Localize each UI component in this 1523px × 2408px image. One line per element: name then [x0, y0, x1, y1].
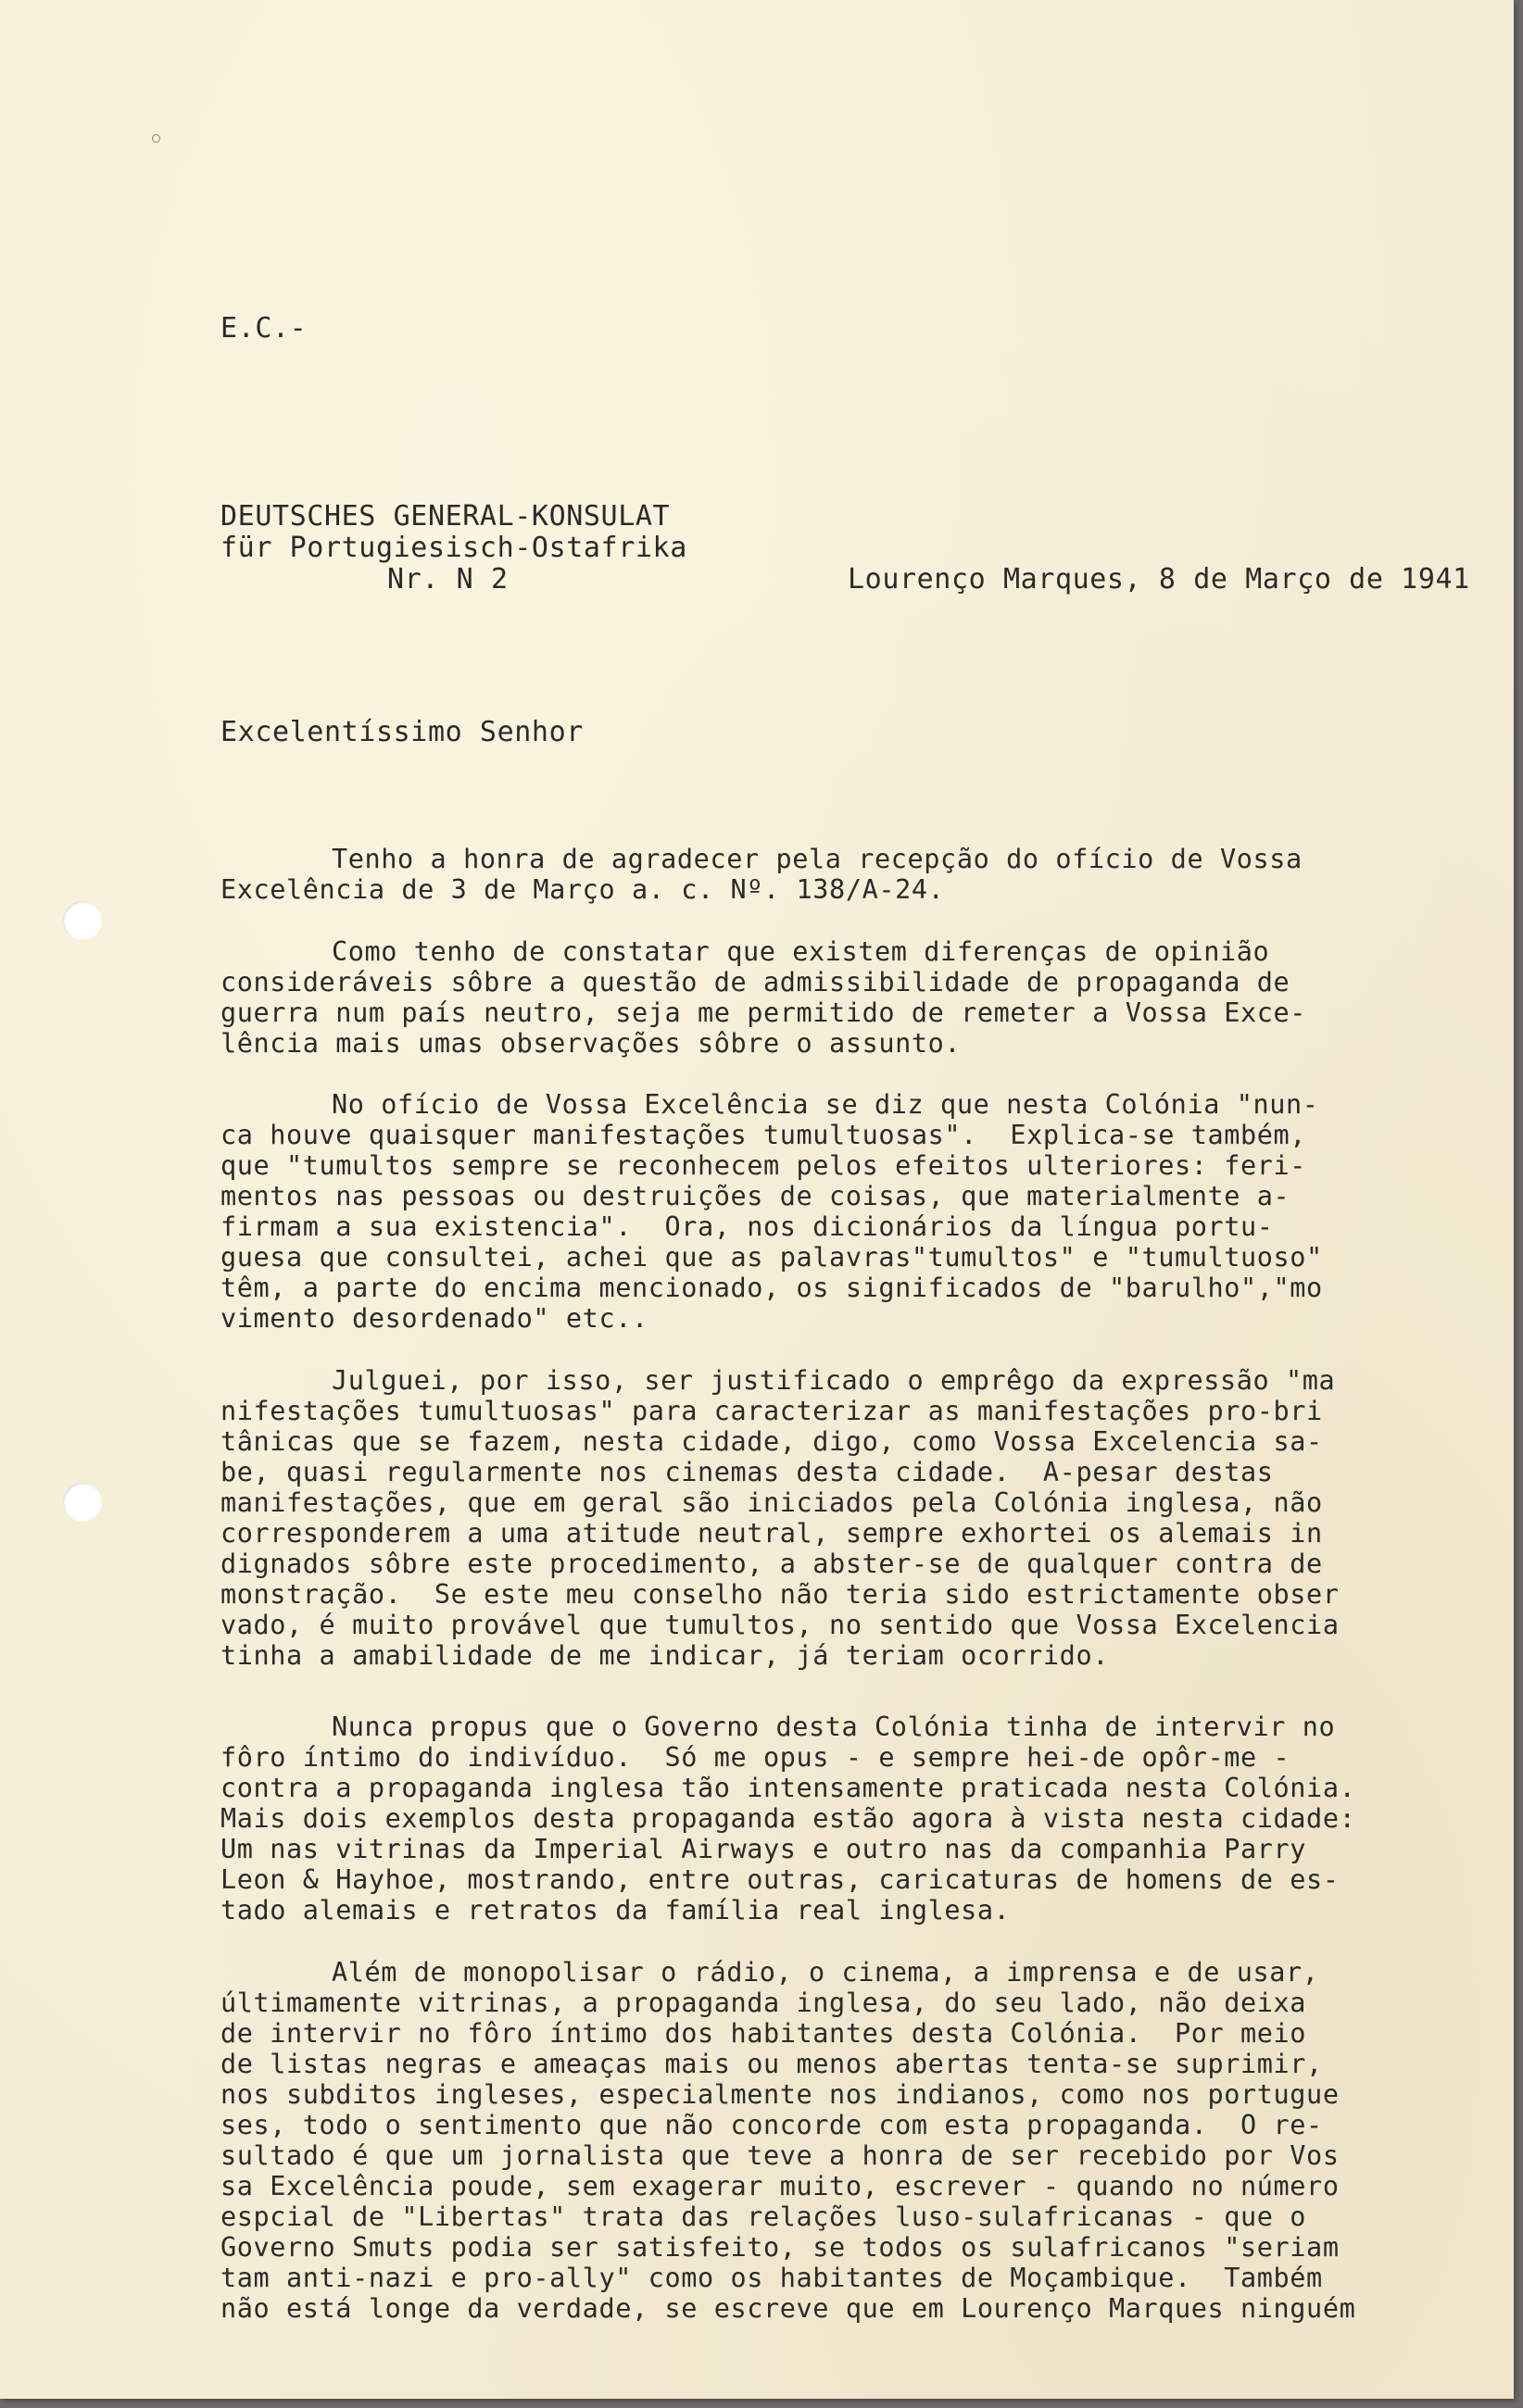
text-line: Tenho a honra de agradecer pela recepção do ofício de Vossa [332, 844, 1303, 874]
text-line: manifestações, que em geral são iniciados pela Colónia inglesa, não [220, 1487, 1323, 1518]
date-line: Lourenço Marques, 8 de Março de 1941 [848, 563, 1470, 596]
text-line: lência mais umas observações sôbre o assunto. [220, 1028, 962, 1059]
text-line: Um nas vitrinas da Imperial Airways e outro nas da companhia Parry [220, 1834, 1307, 1864]
text-line: vimento desordenado" etc.. [220, 1303, 648, 1334]
text-line: fôro íntimo do indivíduo. Só me opus - e sempre hei-de opôr-me - [220, 1742, 1290, 1773]
text-line: tinha a amabilidade de me indicar, já teriam ocorrido. [220, 1640, 1109, 1671]
text-line: tam anti-nazi e pro-ally" como os habitantes de Moçambique. Também [220, 2263, 1323, 2293]
text-line: monstração. Se este meu conselho não teria sido estrictamente obser [220, 1579, 1340, 1610]
text-line: Julguei, por isso, ser justificado o emprêgo da expressão "ma [332, 1365, 1336, 1396]
text-line: Nunca propus que o Governo desta Colónia tinha de intervir no [332, 1712, 1336, 1742]
text-line: vado, é muito provável que tumultos, no sentido que Vossa Excelencia [220, 1610, 1340, 1640]
text-line: espcial de "Libertas" trata das relações luso-sulafricanas - que o [220, 2201, 1307, 2232]
text-line: tado alemais e retratos da família real inglesa. [220, 1895, 1011, 1925]
text-line: sultado é que um jornalista que teve a honra de ser recebido por Vos [220, 2140, 1340, 2171]
text-line: Excelência de 3 de Março a. c. Nº. 138/A-24. [220, 874, 945, 905]
letter-number: Nr. N 2 [387, 563, 509, 596]
text-line: Como tenho de constatar que existem diferenças de opinião [332, 936, 1270, 967]
text-line: Governo Smuts podia ser satisfeito, se todos os sulafricanos "seriam [220, 2232, 1340, 2263]
punch-hole [63, 901, 102, 940]
salutation: Excelentíssimo Senhor [220, 716, 584, 748]
text-line: não está longe da verdade, se escreve que em Lourenço Marques ninguém [220, 2293, 1356, 2324]
text-line: dignados sôbre este procedimento, a abster-se de qualquer contra de [220, 1549, 1323, 1579]
text-line: contra a propaganda inglesa tão intensamente praticada nesta Colónia. [220, 1773, 1356, 1803]
text-line: Leon & Hayhoe, mostrando, entre outras, caricaturas de homens de es- [220, 1864, 1340, 1895]
text-line: Além de monopolisar o rádio, o cinema, a imprensa e de usar, [332, 1957, 1319, 1988]
text-line: ses, todo o sentimento que não concorde com esta propaganda. O re- [220, 2110, 1323, 2140]
text-line: têm, a parte do encima mencionado, os significados de "barulho","mo [220, 1273, 1323, 1303]
text-line: últimamente vitrinas, a propaganda inglesa, do seu lado, não deixa [220, 1988, 1307, 2018]
text-line: Mais dois exemplos desta propaganda estão agora à vista nesta cidade: [220, 1803, 1356, 1834]
text-line: corresponderem a uma atitude neutral, sempre exhortei os alemais in [220, 1518, 1323, 1549]
text-line: guesa que consultei, achei que as palavras"tumultos" e "tumultuoso" [220, 1242, 1323, 1273]
text-line: firmam a sua existencia". Ora, nos dicionários da língua portu- [220, 1211, 1274, 1242]
reference-code: E.C.- [220, 312, 308, 345]
text-line: No ofício de Vossa Excelência se diz que nesta Colónia "nun- [332, 1089, 1319, 1120]
text-line: guerra num país neutro, seja me permitido de remeter a Vossa Exce- [220, 997, 1307, 1028]
text-line: nifestações tumultuosas" para caracterizar as manifestações pro-bri [220, 1396, 1323, 1426]
punch-hole [63, 1483, 102, 1522]
text-line: mentos nas pessoas ou destruições de coisas, que materialmente a- [220, 1181, 1290, 1211]
letterhead-line: für Portugiesisch-Ostafrika [220, 532, 687, 564]
text-line: consideráveis sôbre a questão de admissibilidade de propaganda de [220, 967, 1290, 997]
text-line: tânicas que se fazem, nesta cidade, digo, como Vossa Excelencia sa- [220, 1426, 1323, 1457]
text-line: ca houve quaisquer manifestações tumultuosas". Explica-se também, [220, 1120, 1307, 1150]
text-line: que "tumultos sempre se reconhecem pelos efeitos ulteriores: feri- [220, 1150, 1307, 1181]
text-line: de listas negras e ameaças mais ou menos abertas tenta-se suprimir, [220, 2049, 1323, 2079]
text-line: de intervir no fôro íntimo dos habitantes desta Colónia. Por meio [220, 2018, 1307, 2049]
text-line: be, quasi regularmente nos cinemas desta cidade. A-pesar destas [220, 1457, 1274, 1487]
text-line: nos subditos ingleses, especialmente nos indianos, como nos portugue [220, 2079, 1340, 2110]
letterhead-line: DEUTSCHES GENERAL-KONSULAT [220, 500, 671, 533]
paper-speck [152, 134, 160, 143]
text-line: sa Excelência poude, sem exagerar muito, escrever - quando no número [220, 2171, 1340, 2201]
